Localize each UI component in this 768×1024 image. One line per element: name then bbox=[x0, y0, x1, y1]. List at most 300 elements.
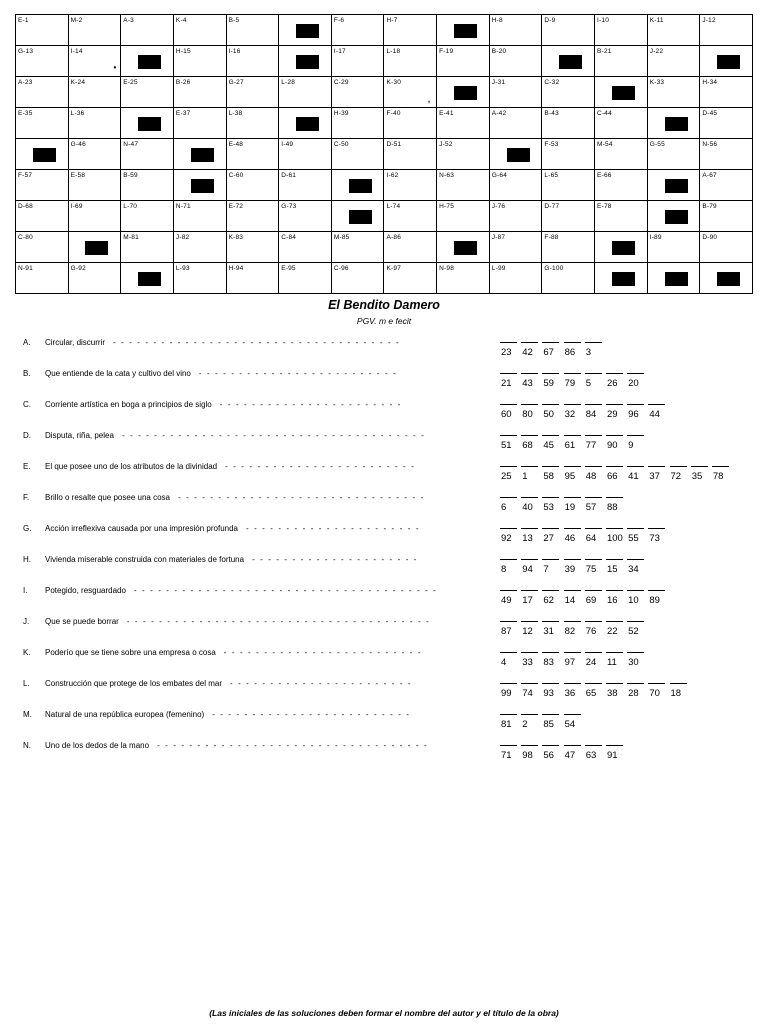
grid-cell[interactable] bbox=[173, 232, 226, 263]
grid-cell[interactable] bbox=[595, 15, 648, 46]
grid-cell-blocked[interactable] bbox=[279, 15, 332, 46]
answer-slot[interactable] bbox=[626, 435, 647, 453]
grid-cell[interactable] bbox=[226, 263, 279, 294]
answer-slot[interactable] bbox=[563, 652, 584, 670]
grid-cell[interactable] bbox=[384, 77, 437, 108]
answer-slot[interactable] bbox=[626, 404, 647, 422]
grid-cell[interactable] bbox=[16, 263, 69, 294]
grid-cell[interactable] bbox=[226, 232, 279, 263]
answer-slot[interactable] bbox=[520, 714, 541, 732]
answer-slot[interactable] bbox=[605, 590, 626, 608]
cell-label: H-34 bbox=[702, 79, 718, 86]
answer-slot[interactable] bbox=[499, 590, 520, 608]
answer-slot[interactable] bbox=[626, 621, 647, 639]
grid-cell[interactable] bbox=[279, 201, 332, 232]
answer-slot[interactable] bbox=[647, 528, 668, 546]
answer-slot[interactable] bbox=[520, 497, 541, 515]
answer-slot[interactable] bbox=[520, 435, 541, 453]
grid-cell[interactable] bbox=[331, 139, 384, 170]
answer-slot[interactable] bbox=[626, 373, 647, 391]
answer-slot[interactable] bbox=[499, 652, 520, 670]
grid-cell[interactable] bbox=[595, 46, 648, 77]
answer-number: 39 bbox=[564, 564, 576, 575]
grid-cell-blocked[interactable] bbox=[700, 263, 753, 294]
grid-cell-blocked[interactable] bbox=[331, 170, 384, 201]
answer-slot[interactable] bbox=[520, 342, 541, 360]
grid-cell-blocked[interactable] bbox=[489, 139, 542, 170]
clue-text: Corriente artística en boga a principios de siglo bbox=[45, 400, 212, 409]
grid-cell-blocked[interactable] bbox=[647, 108, 700, 139]
answer-slot[interactable] bbox=[499, 373, 520, 391]
answer-blank-line bbox=[500, 435, 517, 436]
grid-cell[interactable] bbox=[16, 77, 69, 108]
answer-slot[interactable] bbox=[584, 621, 605, 639]
grid-cell[interactable] bbox=[68, 139, 121, 170]
grid-cell[interactable] bbox=[68, 201, 121, 232]
cell-label: J-87 bbox=[491, 234, 506, 241]
answer-slot[interactable] bbox=[563, 497, 584, 515]
grid-cell[interactable] bbox=[226, 170, 279, 201]
black-block bbox=[454, 241, 477, 255]
grid-cell[interactable] bbox=[173, 108, 226, 139]
grid-cell[interactable] bbox=[226, 108, 279, 139]
answer-slot[interactable] bbox=[499, 466, 520, 484]
answer-slot[interactable] bbox=[499, 435, 520, 453]
answer-slot[interactable] bbox=[563, 745, 584, 763]
cell-label: N-56 bbox=[702, 141, 718, 148]
answer-number: 76 bbox=[585, 626, 597, 637]
grid-cell[interactable] bbox=[437, 46, 490, 77]
grid-cell[interactable] bbox=[173, 77, 226, 108]
grid-cell-blocked[interactable] bbox=[595, 77, 648, 108]
answer-number: 70 bbox=[649, 688, 660, 699]
grid-cell[interactable] bbox=[173, 46, 226, 77]
answer-slot[interactable] bbox=[499, 559, 520, 577]
grid-cell[interactable] bbox=[226, 77, 279, 108]
answer-number: 1 bbox=[522, 471, 528, 482]
answer-slot[interactable] bbox=[541, 342, 562, 360]
answer-slot[interactable] bbox=[499, 342, 520, 360]
black-block bbox=[296, 55, 319, 69]
cell-label: J-82 bbox=[175, 234, 190, 241]
grid-cell[interactable] bbox=[173, 15, 226, 46]
answer-slot[interactable] bbox=[541, 559, 562, 577]
answer-slot[interactable] bbox=[541, 683, 562, 701]
answer-slot[interactable] bbox=[520, 652, 541, 670]
answer-slot[interactable] bbox=[563, 683, 584, 701]
cell-label: E-35 bbox=[18, 110, 33, 117]
answer-slot[interactable] bbox=[520, 683, 541, 701]
answer-slot[interactable] bbox=[541, 373, 562, 391]
answer-number: 9 bbox=[628, 440, 634, 451]
answer-blank-line bbox=[542, 714, 559, 715]
answer-number: 85 bbox=[543, 719, 554, 730]
black-block bbox=[138, 117, 161, 131]
cell-label: D-68 bbox=[18, 203, 33, 210]
answer-number: 71 bbox=[501, 750, 512, 761]
answer-slot[interactable] bbox=[584, 435, 605, 453]
grid-cell-blocked[interactable] bbox=[437, 232, 490, 263]
grid-cell-blocked[interactable] bbox=[16, 139, 69, 170]
answer-slot[interactable] bbox=[499, 497, 520, 515]
answer-slot[interactable] bbox=[520, 373, 541, 391]
cell-label: L-18 bbox=[386, 48, 401, 55]
answer-blank-line bbox=[521, 497, 538, 498]
grid-cell-blocked[interactable] bbox=[173, 170, 226, 201]
answer-slot[interactable] bbox=[605, 559, 626, 577]
answer-blank-line bbox=[521, 373, 538, 374]
grid-cell-blocked[interactable] bbox=[700, 46, 753, 77]
answer-number: 88 bbox=[606, 502, 618, 513]
grid-cell[interactable] bbox=[542, 201, 595, 232]
grid-cell[interactable] bbox=[542, 15, 595, 46]
grid-cell[interactable] bbox=[489, 108, 542, 139]
answer-slot[interactable] bbox=[541, 745, 562, 763]
answer-slot[interactable] bbox=[626, 683, 647, 701]
answer-blank-line bbox=[564, 528, 581, 529]
grid-cell[interactable] bbox=[331, 263, 384, 294]
grid-cell[interactable] bbox=[489, 170, 542, 201]
cell-label: H-39 bbox=[333, 110, 349, 117]
answer-slot[interactable] bbox=[690, 466, 711, 484]
grid-cell[interactable] bbox=[437, 263, 490, 294]
answer-slot[interactable] bbox=[584, 466, 605, 484]
answer-slot[interactable] bbox=[563, 466, 584, 484]
grid-cell[interactable] bbox=[16, 46, 69, 77]
cell-label: I-49 bbox=[281, 141, 294, 148]
grid-cell-blocked[interactable] bbox=[68, 232, 121, 263]
clue-leader: - - - - - - - - - - - - - - - - - - - - - bbox=[252, 555, 419, 564]
grid-cell[interactable] bbox=[16, 108, 69, 139]
answer-slot[interactable] bbox=[541, 528, 562, 546]
answer-slot[interactable] bbox=[499, 528, 520, 546]
grid-cell[interactable] bbox=[700, 232, 753, 263]
grid-cell[interactable] bbox=[121, 77, 174, 108]
grid-cell-blocked[interactable] bbox=[595, 232, 648, 263]
answer-slot[interactable] bbox=[584, 373, 605, 391]
grid-cell[interactable] bbox=[68, 170, 121, 201]
grid-cell-blocked[interactable] bbox=[121, 108, 174, 139]
grid-cell[interactable] bbox=[489, 201, 542, 232]
answer-number: 32 bbox=[564, 409, 576, 420]
grid-cell[interactable] bbox=[226, 46, 279, 77]
answer-slot[interactable] bbox=[520, 621, 541, 639]
grid-cell[interactable] bbox=[647, 77, 700, 108]
answer-blank-line bbox=[521, 342, 538, 343]
answer-slot[interactable] bbox=[563, 621, 584, 639]
grid-cell[interactable] bbox=[121, 15, 174, 46]
answer-slot[interactable] bbox=[541, 714, 562, 732]
cell-label: A-86 bbox=[386, 234, 402, 241]
answer-slot[interactable] bbox=[584, 342, 605, 360]
answer-blank-line bbox=[542, 559, 559, 560]
answer-blank-line bbox=[585, 683, 602, 684]
grid-cell[interactable] bbox=[384, 46, 437, 77]
answer-slot[interactable] bbox=[584, 590, 605, 608]
answer-slot[interactable] bbox=[563, 435, 584, 453]
answer-slot[interactable] bbox=[605, 466, 626, 484]
answer-slot[interactable] bbox=[626, 559, 647, 577]
grid-cell[interactable] bbox=[226, 15, 279, 46]
grid-cell[interactable] bbox=[331, 46, 384, 77]
grid-cell[interactable] bbox=[700, 77, 753, 108]
answer-slot[interactable] bbox=[647, 466, 668, 484]
answer-slot[interactable] bbox=[605, 435, 626, 453]
grid-cell[interactable] bbox=[279, 232, 332, 263]
answer-slot[interactable] bbox=[605, 745, 626, 763]
answer-blank-line bbox=[521, 404, 538, 405]
answer-slot[interactable] bbox=[584, 652, 605, 670]
black-block bbox=[296, 117, 319, 131]
grid-cell[interactable] bbox=[16, 201, 69, 232]
grid-cell[interactable] bbox=[121, 201, 174, 232]
grid-cell[interactable] bbox=[700, 201, 753, 232]
grid-cell[interactable] bbox=[437, 170, 490, 201]
answer-slot[interactable] bbox=[520, 528, 541, 546]
grid-cell[interactable] bbox=[384, 108, 437, 139]
cell-label: L-70 bbox=[123, 203, 138, 210]
answer-slot[interactable] bbox=[584, 404, 605, 422]
grid-cell[interactable] bbox=[542, 139, 595, 170]
answer-slot[interactable] bbox=[647, 590, 668, 608]
answer-blank-line bbox=[627, 466, 644, 467]
grid-cell-blocked[interactable] bbox=[542, 46, 595, 77]
answer-slot[interactable] bbox=[563, 590, 584, 608]
grid-cell-blocked[interactable] bbox=[595, 263, 648, 294]
grid-cell[interactable] bbox=[279, 77, 332, 108]
grid-cell[interactable] bbox=[68, 263, 121, 294]
grid-cell[interactable] bbox=[384, 232, 437, 263]
grid-cell[interactable] bbox=[647, 15, 700, 46]
cell-label: C-29 bbox=[333, 79, 349, 86]
grid-cell[interactable] bbox=[489, 232, 542, 263]
grid-cell[interactable] bbox=[542, 108, 595, 139]
answer-slot[interactable] bbox=[541, 404, 562, 422]
answer-slot[interactable] bbox=[626, 466, 647, 484]
cell-label: C-96 bbox=[333, 265, 349, 272]
answer-slot[interactable] bbox=[605, 621, 626, 639]
answer-slot[interactable] bbox=[541, 621, 562, 639]
grid-row bbox=[16, 46, 753, 77]
answer-slot[interactable] bbox=[563, 373, 584, 391]
grid-cell-blocked[interactable] bbox=[279, 108, 332, 139]
answer-blank-line bbox=[542, 652, 559, 653]
answer-slot[interactable] bbox=[647, 683, 668, 701]
answer-slot[interactable] bbox=[711, 466, 732, 484]
clue-line bbox=[23, 369, 453, 378]
grid-cell[interactable] bbox=[173, 263, 226, 294]
answer-blank-line bbox=[648, 528, 665, 529]
answer-slot[interactable] bbox=[626, 528, 647, 546]
clue-leader: - - - - - - - - - - - - - - - - - - - - - - - - - - - - - - - - - - - - - - bbox=[133, 586, 438, 595]
cell-label: N-91 bbox=[18, 265, 33, 272]
grid-cell[interactable] bbox=[331, 108, 384, 139]
black-block bbox=[349, 179, 372, 193]
answer-slot[interactable] bbox=[605, 404, 626, 422]
answer-slot[interactable] bbox=[520, 559, 541, 577]
grid-cell-blocked[interactable] bbox=[121, 46, 174, 77]
grid-cell[interactable] bbox=[437, 139, 490, 170]
grid-cell[interactable] bbox=[384, 139, 437, 170]
answer-slot[interactable] bbox=[605, 497, 626, 515]
grid-cell[interactable] bbox=[489, 263, 542, 294]
grid-cell[interactable] bbox=[489, 46, 542, 77]
answer-slot[interactable] bbox=[563, 342, 584, 360]
grid-cell[interactable] bbox=[595, 170, 648, 201]
grid-cell[interactable] bbox=[437, 108, 490, 139]
grid-cell[interactable] bbox=[384, 170, 437, 201]
answer-slot[interactable] bbox=[647, 404, 668, 422]
answer-slot[interactable] bbox=[669, 683, 690, 701]
answer-slot[interactable] bbox=[605, 373, 626, 391]
grid-cell[interactable] bbox=[542, 77, 595, 108]
grid-cell[interactable] bbox=[121, 232, 174, 263]
answer-slot[interactable] bbox=[499, 404, 520, 422]
answer-slot[interactable] bbox=[541, 652, 562, 670]
grid-cell[interactable] bbox=[173, 201, 226, 232]
answer-slot[interactable] bbox=[520, 745, 541, 763]
grid-cell[interactable] bbox=[595, 108, 648, 139]
answer-slot[interactable] bbox=[541, 497, 562, 515]
answer-slot[interactable] bbox=[563, 559, 584, 577]
grid-cell[interactable] bbox=[489, 77, 542, 108]
grid-cell[interactable] bbox=[384, 201, 437, 232]
answer-slot[interactable] bbox=[520, 466, 541, 484]
cell-label: A-67 bbox=[702, 172, 717, 179]
grid-cell[interactable] bbox=[700, 139, 753, 170]
grid-cell-blocked[interactable] bbox=[647, 263, 700, 294]
answer-blank-line bbox=[585, 404, 602, 405]
answer-number: 68 bbox=[522, 440, 533, 451]
answer-blank-line bbox=[585, 373, 602, 374]
grid-cell-blocked[interactable] bbox=[647, 201, 700, 232]
answer-slot[interactable] bbox=[541, 466, 562, 484]
answer-slot[interactable] bbox=[499, 745, 520, 763]
grid-cell-blocked[interactable] bbox=[173, 139, 226, 170]
answer-slot[interactable] bbox=[626, 652, 647, 670]
answer-slot[interactable] bbox=[584, 683, 605, 701]
clue-letter: H. bbox=[23, 555, 31, 564]
answer-number: 43 bbox=[522, 378, 533, 389]
grid-cell[interactable] bbox=[647, 139, 700, 170]
black-block bbox=[33, 148, 56, 162]
grid-cell[interactable] bbox=[68, 15, 121, 46]
cell-label: C-50 bbox=[333, 141, 349, 148]
answer-number: 22 bbox=[606, 626, 618, 637]
cell-label: C-84 bbox=[281, 234, 297, 241]
answer-number: 15 bbox=[606, 564, 618, 575]
answer-slot[interactable] bbox=[605, 652, 626, 670]
grid-cell[interactable] bbox=[331, 15, 384, 46]
grid-cell-blocked[interactable] bbox=[647, 170, 700, 201]
answer-slot[interactable] bbox=[605, 528, 626, 546]
grid-cell[interactable] bbox=[595, 139, 648, 170]
grid-cell[interactable] bbox=[16, 232, 69, 263]
grid-cell[interactable] bbox=[700, 108, 753, 139]
clue-line bbox=[23, 338, 453, 347]
cell-label: J-12 bbox=[702, 17, 716, 24]
answer-number: 50 bbox=[543, 409, 554, 420]
grid-row bbox=[16, 232, 753, 263]
grid-row bbox=[16, 139, 753, 170]
answer-slot[interactable] bbox=[584, 528, 605, 546]
answer-slot[interactable] bbox=[541, 435, 562, 453]
answer-slot[interactable] bbox=[541, 590, 562, 608]
answer-number: 35 bbox=[691, 471, 703, 482]
grid-cell[interactable] bbox=[226, 201, 279, 232]
grid-cell[interactable] bbox=[16, 15, 69, 46]
grid-cell[interactable] bbox=[279, 170, 332, 201]
answer-slot[interactable] bbox=[520, 590, 541, 608]
grid-cell[interactable] bbox=[68, 108, 121, 139]
grid-cell-blocked[interactable] bbox=[121, 263, 174, 294]
answer-number: 69 bbox=[585, 595, 597, 606]
clue-leader: - - - - - - - - - - - - - - - - - - - - - - - - - bbox=[223, 648, 423, 657]
answer-slot[interactable] bbox=[499, 683, 520, 701]
answer-slot[interactable] bbox=[584, 559, 605, 577]
black-block bbox=[665, 210, 688, 224]
grid-cell[interactable] bbox=[647, 232, 700, 263]
grid-cell-blocked[interactable] bbox=[437, 77, 490, 108]
grid-cell[interactable] bbox=[542, 170, 595, 201]
answer-slot[interactable] bbox=[499, 621, 520, 639]
cell-label: F-19 bbox=[439, 48, 454, 55]
grid-cell[interactable] bbox=[279, 139, 332, 170]
grid-cell[interactable] bbox=[542, 263, 595, 294]
grid-cell-blocked[interactable] bbox=[331, 201, 384, 232]
grid-cell[interactable] bbox=[121, 170, 174, 201]
answer-number: 78 bbox=[712, 471, 724, 482]
grid-cell[interactable] bbox=[68, 46, 121, 77]
answer-blank-line bbox=[542, 683, 559, 684]
grid-cell[interactable] bbox=[437, 201, 490, 232]
grid-cell[interactable] bbox=[700, 15, 753, 46]
grid-cell[interactable] bbox=[489, 15, 542, 46]
grid-cell[interactable] bbox=[121, 139, 174, 170]
grid-cell[interactable] bbox=[279, 263, 332, 294]
grid-cell-blocked[interactable] bbox=[279, 46, 332, 77]
answer-slot[interactable] bbox=[584, 745, 605, 763]
grid-cell[interactable] bbox=[595, 201, 648, 232]
cell-label: F-57 bbox=[18, 172, 33, 179]
grid-cell-blocked[interactable] bbox=[437, 15, 490, 46]
grid-cell[interactable] bbox=[226, 139, 279, 170]
answer-blank-line bbox=[542, 528, 559, 529]
answer-slot[interactable] bbox=[669, 466, 690, 484]
grid-cell[interactable] bbox=[68, 77, 121, 108]
grid-cell[interactable] bbox=[700, 170, 753, 201]
answer-slot[interactable] bbox=[626, 590, 647, 608]
grid-cell[interactable] bbox=[331, 232, 384, 263]
grid-cell[interactable] bbox=[384, 15, 437, 46]
grid-cell[interactable] bbox=[331, 77, 384, 108]
answer-slot[interactable] bbox=[584, 497, 605, 515]
grid-cell[interactable] bbox=[647, 46, 700, 77]
answer-slot[interactable] bbox=[520, 404, 541, 422]
answer-slot[interactable] bbox=[605, 683, 626, 701]
answer-slot[interactable] bbox=[499, 714, 520, 732]
clue-leader: - - - - - - - - - - - - - - - - - - - - - - - - bbox=[225, 462, 416, 471]
answer-slot[interactable] bbox=[563, 528, 584, 546]
cell-label: L-99 bbox=[491, 265, 506, 272]
grid-cell[interactable] bbox=[384, 263, 437, 294]
answer-slot[interactable] bbox=[563, 404, 584, 422]
answer-slot[interactable] bbox=[563, 714, 584, 732]
grid-cell[interactable] bbox=[16, 170, 69, 201]
answer-number: 21 bbox=[501, 378, 512, 389]
black-block bbox=[717, 272, 740, 286]
grid-cell[interactable] bbox=[542, 232, 595, 263]
